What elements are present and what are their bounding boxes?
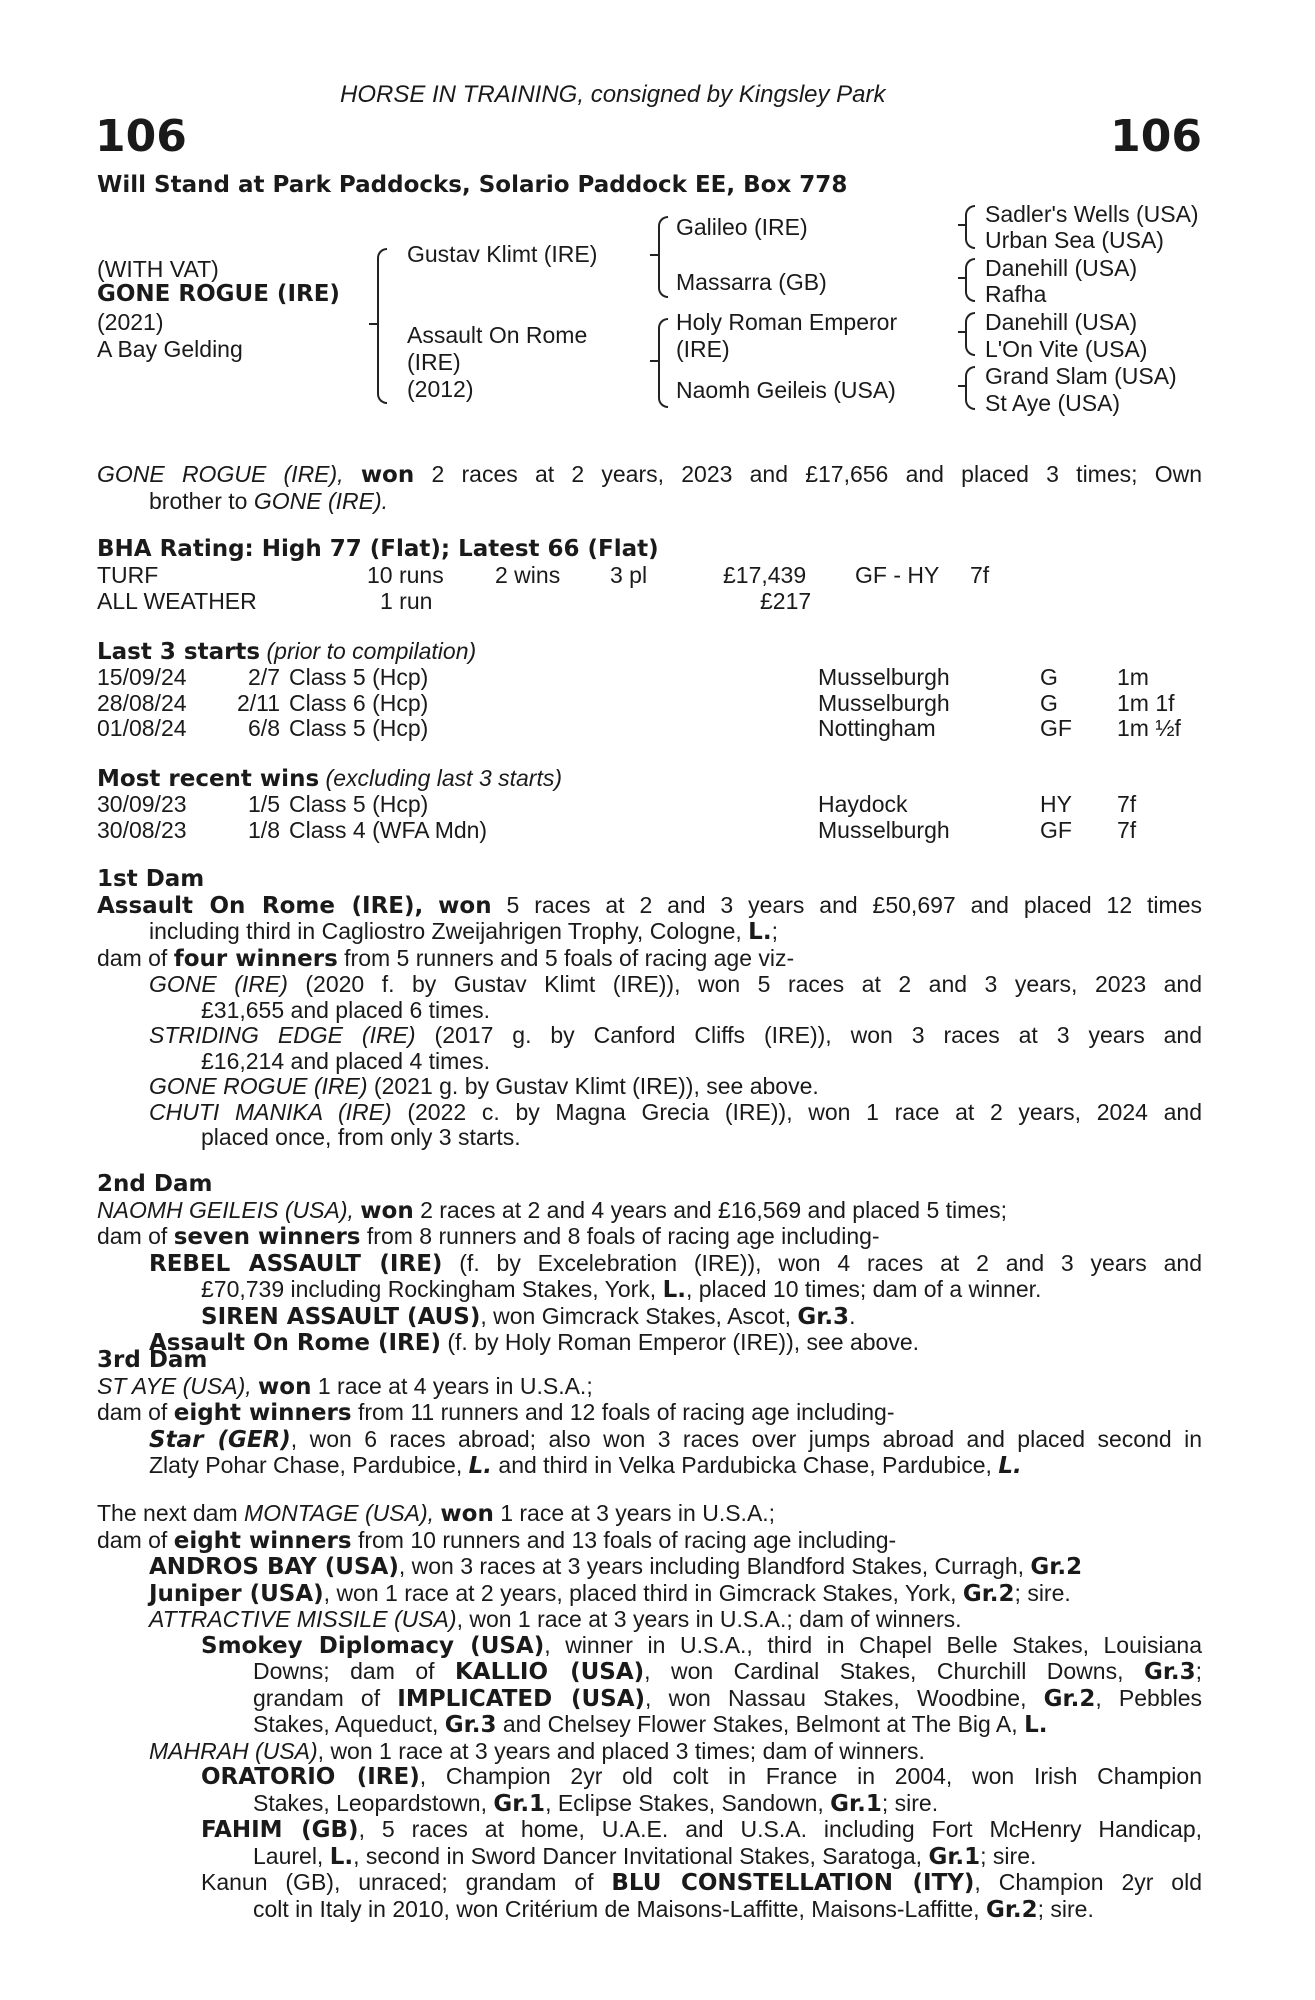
third-dam-heading: 3rd Dam bbox=[97, 1347, 208, 1373]
recent-wins-heading: Most recent wins bbox=[97, 766, 320, 792]
race-course: Musselburgh bbox=[818, 664, 950, 690]
second-dam-produce-post: from 8 runners and 8 foals of racing age including- bbox=[366, 1223, 880, 1249]
summary-won: won bbox=[360, 462, 415, 488]
race-course: Haydock bbox=[818, 791, 908, 817]
listed-tag: L. bbox=[1024, 1712, 1048, 1738]
first-dam-winners: four winners bbox=[173, 945, 338, 972]
attractive-missile-name: ATTRACTIVE MISSILE (USA) bbox=[149, 1606, 457, 1632]
turf-prize: £17,439 bbox=[723, 562, 807, 588]
andros-bay-text: , won 3 races at 3 years including Blandford Stakes, Curragh, bbox=[398, 1553, 1025, 1579]
implicated-text-3: and Chelsey Flower Stakes, Belmont at The Big A, bbox=[502, 1711, 1018, 1737]
first-dam-placing-end: ; bbox=[771, 918, 778, 944]
third-dam-winners: eight winners bbox=[173, 1400, 352, 1426]
oratorio-end: ; sire. bbox=[881, 1789, 939, 1816]
siren-assault-end: . bbox=[849, 1302, 856, 1329]
second-dam-winners: seven winners bbox=[173, 1224, 361, 1250]
oratorio-text-3: , Eclipse Stakes, Sandown, bbox=[545, 1789, 824, 1816]
kallio-name: KALLIO (USA) bbox=[454, 1659, 645, 1685]
produce-4-text: (2022 c. by Magna Grecia (IRE)), won 1 race at 2 years, 2024 and bbox=[407, 1098, 1202, 1125]
race-position: 1/5 bbox=[248, 791, 280, 817]
first-dam-section bbox=[97, 867, 1202, 1151]
first-dam-name: Assault On Rome (IRE), bbox=[97, 892, 424, 919]
dam-sire-dam: L'On Vite (USA) bbox=[985, 336, 1148, 362]
recent-wins-note: (excluding last 3 starts) bbox=[325, 765, 563, 791]
dam-line1: Assault On Rome bbox=[407, 322, 588, 348]
brace-g3-3-point bbox=[958, 331, 966, 333]
kanun-text: Kanun (GB), unraced; grandam of bbox=[201, 1869, 594, 1895]
next-dam-name: MONTAGE (USA), bbox=[244, 1500, 434, 1526]
blu-constellation-end: ; sire. bbox=[1037, 1895, 1094, 1922]
star-ger-text: , won 6 races abroad; also won 3 races over jumps abroad and placed second in bbox=[290, 1425, 1202, 1452]
fahim-text-2: Laurel, bbox=[253, 1842, 324, 1869]
brace-g3-4 bbox=[965, 366, 975, 410]
race-distance: 1m 1f bbox=[1117, 689, 1175, 716]
turf-runs: 10 runs bbox=[367, 562, 444, 588]
race-going: GF bbox=[1040, 715, 1072, 741]
produce-2-text: (2017 g. by Canford Cliffs (IRE)), won 3 races at 3 years and bbox=[434, 1022, 1203, 1048]
third-dam-name: ST AYE (USA), bbox=[97, 1372, 252, 1399]
second-dam-won: won bbox=[360, 1197, 414, 1224]
listed-tag: L. bbox=[998, 1453, 1022, 1479]
catalogue-title: HORSE IN TRAINING, consigned by Kingsley Park bbox=[340, 81, 886, 108]
juniper-text: , won 1 race at 2 years, placed third in Gimcrack Stakes, York, bbox=[323, 1579, 957, 1606]
race-going: G bbox=[1040, 689, 1058, 716]
fahim-text-3: , second in Sword Dancer Invitational Stakes, Saratoga, bbox=[353, 1842, 923, 1869]
dam-sire-line2: (IRE) bbox=[676, 336, 730, 362]
first-dam-heading: 1st Dam bbox=[97, 866, 205, 892]
brace-g3-2-point bbox=[958, 277, 966, 279]
brace-dam bbox=[658, 318, 668, 408]
race-class: Class 6 (Hcp) bbox=[289, 689, 429, 716]
summary-horse-name: GONE ROGUE (IRE), bbox=[97, 461, 344, 487]
attractive-missile-text: , won 1 race at 3 years in U.S.A.; dam of winners. bbox=[456, 1606, 962, 1632]
aw-prize: £217 bbox=[760, 588, 812, 614]
third-dam-won: won bbox=[258, 1373, 312, 1400]
listed-tag: L. bbox=[468, 1453, 493, 1479]
dam-line2: (IRE) bbox=[407, 349, 461, 375]
andros-bay-name: ANDROS BAY (USA) bbox=[149, 1554, 399, 1580]
group-tag: Gr.2 bbox=[1043, 1685, 1096, 1712]
rebel-assault-text-2: £70,739 including Rockingham Stakes, York, bbox=[201, 1276, 657, 1302]
group-tag: Gr.1 bbox=[493, 1790, 546, 1817]
produce-4-name: CHUTI MANIKA (IRE) bbox=[149, 1098, 392, 1125]
produce-3-name: GONE ROGUE (IRE) bbox=[149, 1073, 368, 1099]
bha-heading: BHA Rating: High 77 (Flat); Latest 66 (Flat) bbox=[97, 536, 659, 562]
race-class: Class 5 (Hcp) bbox=[289, 715, 429, 741]
sire-dam-dam: Rafha bbox=[985, 281, 1047, 307]
oratorio-text-2: Stakes, Leopardstown, bbox=[253, 1789, 487, 1816]
race-class: Class 5 (Hcp) bbox=[289, 664, 429, 690]
dam-dam-sire: Grand Slam (USA) bbox=[985, 363, 1177, 389]
race-going: G bbox=[1040, 664, 1058, 690]
smokey-diplomacy-text: , winner in U.S.A., third in Chapel Belle Stakes, Louisiana bbox=[544, 1631, 1202, 1658]
produce-3-text: (2021 g. by Gustav Klimt (IRE)), see above. bbox=[373, 1073, 819, 1099]
blu-constellation-text-2: colt in Italy in 2010, won Critérium de Maisons-Laffitte, Maisons-Laffitte, bbox=[253, 1895, 980, 1922]
listed-tag: L. bbox=[329, 1843, 354, 1870]
produce-1-text-2: £31,655 and placed 6 times. bbox=[201, 996, 490, 1023]
race-summary bbox=[97, 462, 1202, 514]
second-dam-heading: 2nd Dam bbox=[97, 1171, 213, 1197]
stand-location: Will Stand at Park Paddocks, Solario Paddock EE, Box 778 bbox=[97, 172, 848, 198]
next-dam-record: 1 race at 3 years in U.S.A.; bbox=[500, 1500, 776, 1526]
sire-sire-dam: Urban Sea (USA) bbox=[985, 227, 1164, 253]
group-tag: Gr.3 bbox=[444, 1712, 497, 1738]
smokey-diplomacy-name: Smokey Diplomacy (USA) bbox=[201, 1632, 545, 1659]
sire-sire-sire: Sadler's Wells (USA) bbox=[985, 201, 1199, 227]
group-tag: Gr.1 bbox=[830, 1790, 882, 1817]
implicated-text-2: Stakes, Aqueduct, bbox=[253, 1711, 439, 1737]
horse-description: A Bay Gelding bbox=[97, 336, 243, 362]
summary-brother-name: GONE (IRE). bbox=[253, 487, 389, 514]
third-dam-record: 1 race at 4 years in U.S.A.; bbox=[317, 1372, 593, 1399]
produce-4-text-2: placed once, from only 3 starts. bbox=[201, 1124, 521, 1150]
fahim-text: , 5 races at home, U.A.E. and U.S.A. including Fort McHenry Handicap, bbox=[358, 1816, 1202, 1842]
turf-wins: 2 wins bbox=[495, 562, 561, 588]
produce-2-name: STRIDING EDGE (IRE) bbox=[149, 1022, 416, 1048]
implicated-name: IMPLICATED (USA) bbox=[397, 1685, 646, 1712]
dam-sire-line1: Holy Roman Emperor bbox=[676, 309, 898, 335]
implicated-text: , won Nassau Stakes, Woodbine, bbox=[645, 1684, 1027, 1711]
group-tag: Gr.3 bbox=[1143, 1659, 1196, 1685]
mahrah-name: MAHRAH (USA) bbox=[149, 1737, 318, 1764]
rebel-assault-text: (f. by Excelebration (IRE)), won 4 races at 2 and 3 years and bbox=[459, 1249, 1203, 1276]
listed-tag: L. bbox=[748, 919, 772, 945]
next-dam-winners: eight winners bbox=[173, 1527, 352, 1554]
brace-g3-4-point bbox=[958, 385, 966, 387]
race-distance: 7f bbox=[1117, 816, 1137, 843]
produce-1-text: (2020 f. by Gustav Klimt (IRE)), won 5 races at 2 and 3 years, 2023 and bbox=[305, 971, 1202, 997]
race-course: Musselburgh bbox=[818, 816, 950, 843]
second-dam-section bbox=[97, 1172, 1202, 1357]
race-date: 30/09/23 bbox=[97, 791, 187, 817]
implicated-end: , Pebbles bbox=[1095, 1684, 1203, 1711]
dam-sire-sire: Danehill (USA) bbox=[985, 309, 1138, 335]
foaling-year: (2021) bbox=[97, 309, 164, 335]
race-class: Class 5 (Hcp) bbox=[289, 791, 429, 817]
first-dam-produce-pre: dam of bbox=[97, 944, 168, 971]
assault-on-rome-ref: Assault On Rome (IRE) bbox=[149, 1330, 441, 1356]
turf-distance: 7f bbox=[970, 562, 990, 588]
vat-note: (WITH VAT) bbox=[97, 256, 219, 282]
produce-2-text-2: £16,214 and placed 4 times. bbox=[201, 1047, 490, 1074]
star-ger-text-3: and third in Velka Pardubicka Chase, Pardubice, bbox=[498, 1452, 992, 1478]
last-starts-note: (prior to compilation) bbox=[266, 638, 477, 664]
brace-g3-2 bbox=[965, 258, 975, 302]
sire-sire: Galileo (IRE) bbox=[676, 214, 808, 240]
first-dam-record: 5 races at 2 and 3 years and £50,697 and placed 12 times bbox=[506, 891, 1202, 918]
first-dam-placing: including third in Cagliostro Zweijahrigen Trophy, Cologne, bbox=[149, 918, 742, 944]
fahim-end: ; sire. bbox=[980, 1842, 1037, 1869]
second-dam-record: 2 races at 2 and 4 years and £16,569 and placed 5 times; bbox=[420, 1196, 1007, 1223]
dam-line3: (2012) bbox=[407, 376, 474, 402]
race-going: GF bbox=[1040, 816, 1072, 843]
juniper-end: ; sire. bbox=[1014, 1579, 1071, 1606]
listed-tag: L. bbox=[662, 1277, 686, 1303]
assault-on-rome-ref-text: (f. by Holy Roman Emperor (IRE)), see above. bbox=[447, 1329, 920, 1355]
race-date: 28/08/24 bbox=[97, 689, 187, 716]
next-dam-produce-pre: dam of bbox=[97, 1526, 168, 1553]
next-dam-won: won bbox=[440, 1501, 494, 1527]
group-tag: Gr.2 bbox=[1030, 1554, 1083, 1580]
group-tag: Gr.1 bbox=[928, 1843, 981, 1870]
first-dam-won: won bbox=[438, 892, 492, 919]
blu-constellation-name: BLU CONSTELLATION (ITY) bbox=[611, 1870, 975, 1896]
brace-sire bbox=[658, 216, 668, 298]
kallio-end: ; bbox=[1195, 1658, 1203, 1684]
group-tag: Gr.2 bbox=[985, 1896, 1038, 1923]
brace-g3-1-point bbox=[958, 224, 966, 226]
race-position: 2/7 bbox=[248, 664, 280, 690]
race-position: 6/8 bbox=[248, 715, 280, 741]
race-course: Nottingham bbox=[818, 715, 936, 741]
race-class: Class 4 (WFA Mdn) bbox=[289, 816, 488, 843]
siren-assault-name: SIREN ASSAULT (AUS) bbox=[201, 1303, 481, 1330]
first-dam-produce-post: from 5 runners and 5 foals of racing age viz- bbox=[344, 944, 795, 971]
rebel-assault-text-3: , placed 10 times; dam of a winner. bbox=[685, 1276, 1042, 1302]
group-tag: Gr.3 bbox=[797, 1303, 850, 1330]
race-course: Musselburgh bbox=[818, 689, 950, 716]
aw-runs: 1 run bbox=[380, 588, 433, 614]
blu-constellation-text: , Champion 2yr old bbox=[974, 1869, 1202, 1895]
aw-label: ALL WEATHER bbox=[97, 588, 257, 614]
race-date: 01/08/24 bbox=[97, 715, 187, 741]
summary-brother-label: brother to bbox=[149, 487, 248, 514]
second-dam-name: NAOMH GEILEIS (USA), bbox=[97, 1196, 354, 1223]
next-dam-produce-post: from 10 runners and 13 foals of racing age including- bbox=[357, 1526, 897, 1553]
brace-g3-1 bbox=[965, 205, 975, 249]
turf-label: TURF bbox=[97, 562, 159, 588]
race-distance: 7f bbox=[1117, 791, 1137, 817]
next-dam-section bbox=[97, 1501, 1202, 1923]
sire: Gustav Klimt (IRE) bbox=[407, 241, 598, 267]
turf-going: GF - HY bbox=[855, 562, 940, 588]
race-distance: 1m bbox=[1117, 664, 1149, 690]
juniper-name: Juniper (USA) bbox=[149, 1580, 324, 1607]
oratorio-text: , Champion 2yr old colt in France in 2004, won Irish Champion bbox=[419, 1763, 1203, 1789]
fahim-name: FAHIM (GB) bbox=[201, 1817, 359, 1843]
last-starts-heading: Last 3 starts bbox=[97, 639, 261, 665]
third-dam-section bbox=[97, 1348, 1202, 1480]
dam-dam-dam: St Aye (USA) bbox=[985, 390, 1121, 416]
brace-sire-point bbox=[650, 254, 658, 256]
turf-placed: 3 pl bbox=[610, 562, 648, 588]
mahrah-text: , won 1 race at 3 years and placed 3 times; dam of winners. bbox=[317, 1737, 925, 1764]
brace-dam-point bbox=[650, 360, 658, 362]
smokey-text-2: Downs; dam of bbox=[253, 1658, 435, 1684]
dam-dam: Naomh Geileis (USA) bbox=[676, 377, 896, 403]
race-distance: 1m ½f bbox=[1117, 715, 1181, 741]
brace-gen1-point bbox=[369, 323, 377, 325]
sire-dam-sire: Danehill (USA) bbox=[985, 255, 1138, 281]
third-dam-produce-pre: dam of bbox=[97, 1399, 168, 1425]
rebel-assault-name: REBEL ASSAULT (IRE) bbox=[149, 1250, 443, 1277]
race-position: 1/8 bbox=[248, 816, 280, 843]
lot-number-right: 106 bbox=[1110, 111, 1202, 162]
race-date: 15/09/24 bbox=[97, 664, 187, 690]
kallio-text: , won Cardinal Stakes, Churchill Downs, bbox=[644, 1658, 1124, 1684]
brace-gen1 bbox=[377, 248, 387, 404]
star-ger-name: Star (GER) bbox=[149, 1426, 291, 1453]
race-going: HY bbox=[1040, 791, 1072, 817]
oratorio-name: ORATORIO (IRE) bbox=[201, 1764, 420, 1790]
siren-assault-text: , won Gimcrack Stakes, Ascot, bbox=[480, 1302, 791, 1329]
third-dam-produce-post: from 11 runners and 12 foals of racing age including- bbox=[357, 1399, 895, 1425]
produce-1-name: GONE (IRE) bbox=[149, 971, 288, 997]
summary-text: 2 races at 2 years, 2023 and £17,656 and placed 3 times; Own bbox=[431, 461, 1203, 487]
smokey-text-3: grandam of bbox=[253, 1684, 381, 1711]
next-dam-pre: The next dam bbox=[97, 1500, 238, 1526]
lot-number-left: 106 bbox=[95, 111, 187, 162]
brace-g3-3 bbox=[965, 312, 975, 356]
race-date: 30/08/23 bbox=[97, 816, 187, 843]
star-ger-text-2: Zlaty Pohar Chase, Pardubice, bbox=[149, 1452, 463, 1478]
group-tag: Gr.2 bbox=[962, 1580, 1015, 1607]
race-position: 2/11 bbox=[236, 689, 280, 716]
sire-dam: Massarra (GB) bbox=[676, 269, 827, 295]
second-dam-produce-pre: dam of bbox=[97, 1223, 168, 1249]
horse-name: GONE ROGUE (IRE) bbox=[97, 281, 340, 307]
